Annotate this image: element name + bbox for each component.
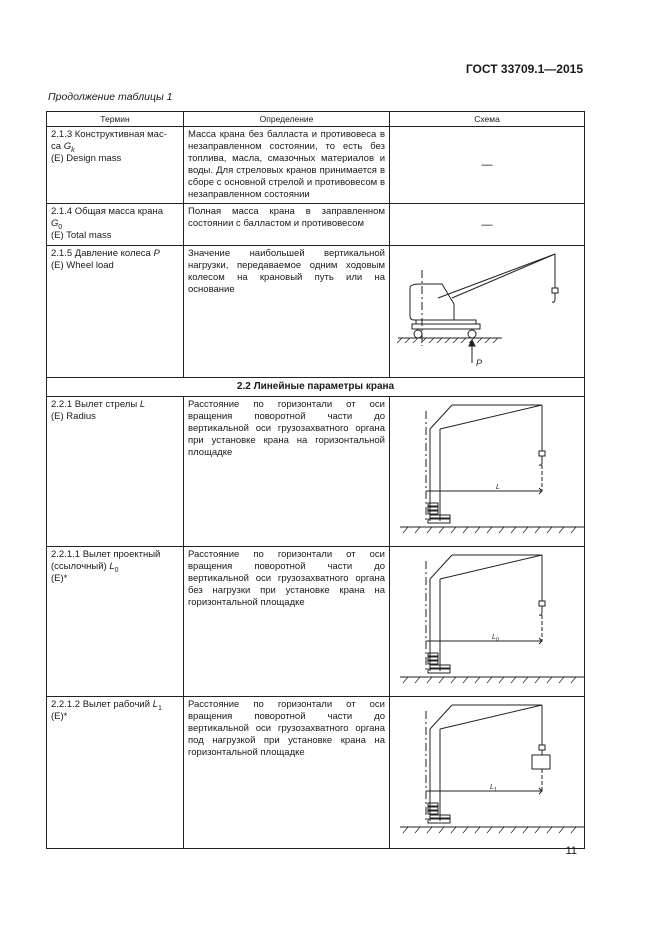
scheme-cell: —	[390, 204, 585, 246]
definition-cell: Расстояние по горизонтали от оси вращения поворотной части до вертикальной оси грузозахватного органа под нагрузкой при установке крана на горизонтальной площадке	[184, 697, 390, 849]
term-cell: 2.1.5 Давление колеса P (E) Wheel load	[47, 246, 184, 378]
table-row	[47, 127, 585, 204]
definition-cell: Значение наибольшей вертикальной нагрузки, передаваемое одним ходовым колесом на крановый путь или на основание	[184, 246, 390, 378]
definition-cell: Расстояние по горизонтали от оси вращения поворотной части до вертикальной оси грузозахватного органа без нагрузки при установке крана на горизонтальной площадке	[184, 547, 390, 697]
table-row	[47, 547, 585, 697]
term-cell: 2.2.1.2 Вылет рабочий $L_1$ (E)*	[47, 697, 184, 849]
table-caption: Продолжение таблицы 1	[48, 91, 173, 103]
svg-text:L1	[490, 784, 497, 793]
definition-cell: Полная масса крана в заправленном состоянии с балластом и противовесом	[184, 204, 390, 246]
scheme-cell	[390, 547, 585, 697]
page-number: 11	[565, 845, 577, 857]
section-row	[47, 378, 585, 397]
svg-text:L0	[492, 634, 499, 643]
scheme-cell: —	[390, 127, 585, 204]
column-header-scheme: Схема	[390, 112, 585, 127]
table-row	[47, 246, 585, 378]
design-radius-label: L	[492, 634, 496, 641]
scheme-cell	[390, 397, 585, 547]
section-heading: 2.2 Линейные параметры крана	[47, 378, 585, 397]
wheel-load-diagram	[390, 248, 585, 374]
design-radius-subscript: 0	[495, 637, 499, 643]
definition-cell: Масса крана без балласта и противовеса в незаправленном состоянии, то есть без топлива, масла, смазочных материалов и воды. Для стреловых кранов принимается в сборе с основной стрелой и противовесом в незаправленном состоянии	[184, 127, 390, 204]
radius-label: L	[496, 484, 500, 491]
radius-diagram	[390, 399, 585, 543]
column-header-definition: Определение	[184, 112, 390, 127]
scheme-cell	[390, 697, 585, 849]
standard-header: ГОСТ 33709.1—2015	[465, 62, 583, 76]
table-row	[47, 697, 585, 849]
table-row	[47, 397, 585, 547]
table-header-row	[47, 112, 585, 127]
working-radius-diagram	[390, 699, 585, 843]
term-cell: 2.1.3 Конструктивная мас- са $G_k$ (E) Design mass	[47, 127, 184, 204]
table-row	[47, 204, 585, 246]
terms-table	[46, 111, 585, 849]
column-header-term: Термин	[47, 112, 184, 127]
definition-cell: Расстояние по горизонтали от оси вращения поворотной части до вертикальной оси грузозахватного органа при установке крана на горизонтальной площадке	[184, 397, 390, 547]
term-cell: 2.1.4 Общая масса крана $G_0$ (E) Total mass	[47, 204, 184, 246]
design-radius-diagram	[390, 549, 585, 693]
scheme-cell	[390, 246, 585, 378]
wheel-load-label: P	[476, 358, 483, 368]
working-radius-label: L	[490, 784, 494, 791]
term-cell: 2.2.1.1 Вылет проектный (ссылочный) $L_0$ (E)*	[47, 547, 184, 697]
term-cell: 2.2.1 Вылет стрелы L (E) Radius	[47, 397, 184, 547]
working-radius-subscript: 1	[493, 787, 497, 793]
